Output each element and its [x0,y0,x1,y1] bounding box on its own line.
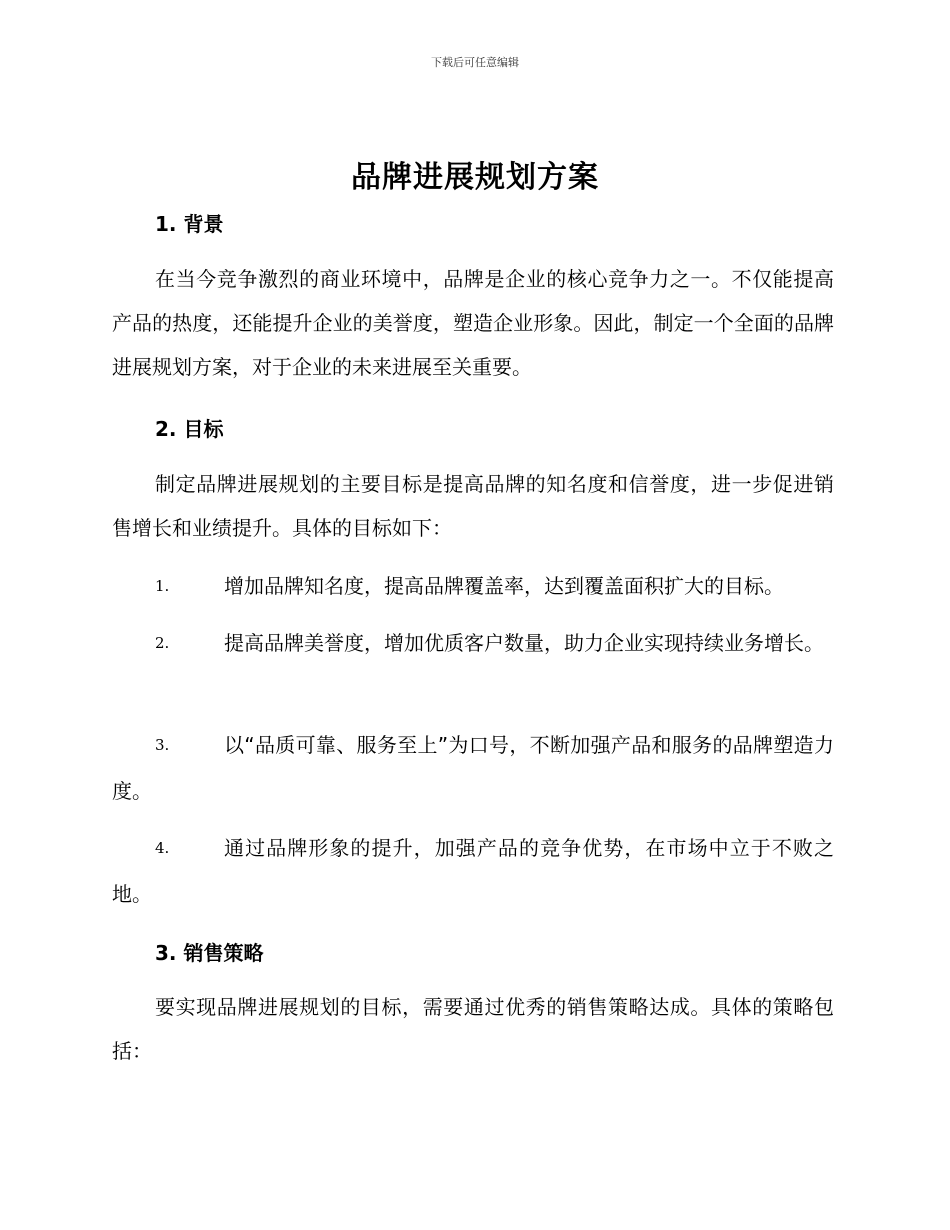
list-item-text: 通过品牌形象的提升，加强产品的竞争优势，在市场中立于不败之地。 [112,836,834,906]
paragraph-goals: 制定品牌进展规划的主要目标是提高品牌的知名度和信誉度，进一步促进销售增长和业绩提升。具体的目标如下： [112,472,834,540]
list-item-number: 1. [155,577,170,595]
section-heading-sales-strategy: 3. 销售策略 [155,941,264,965]
header-note: 下载后可任意编辑 [431,56,519,69]
list-item-text: 以“品质可靠、服务至上”为口号，不断加强产品和服务的品牌塑造力度。 [112,733,834,803]
list-item-text: 提高品牌美誉度，增加优质客户数量，助力企业实现持续业务增长。 [224,631,824,655]
list-item [112,825,834,917]
list-item-text: 增加品牌知名度，提高品牌覆盖率，达到覆盖面积扩大的目标。 [224,574,784,598]
list-item [112,620,834,666]
document-title: 品牌进展规划方案 [351,160,599,195]
section-heading-goals: 2. 目标 [155,417,224,441]
list-item [112,563,834,609]
list-item [112,722,834,814]
paragraph-background: 在当今竞争激烈的商业环境中，品牌是企业的核心竞争力之一。不仅能提高产品的热度，还能提升企业的美誉度，塑造企业形象。因此，制定一个全面的品牌进展规划方案，对于企业的未来进展至关重要。 [112,267,834,379]
list-item-number: 2. [155,634,170,652]
list-item-number: 4. [155,839,170,857]
section-heading-background: 1. 背景 [155,212,224,236]
list-item-number: 3. [155,736,170,754]
paragraph-sales-strategy: 要实现品牌进展规划的目标，需要通过优秀的销售策略达成。具体的策略包括： [112,995,834,1063]
